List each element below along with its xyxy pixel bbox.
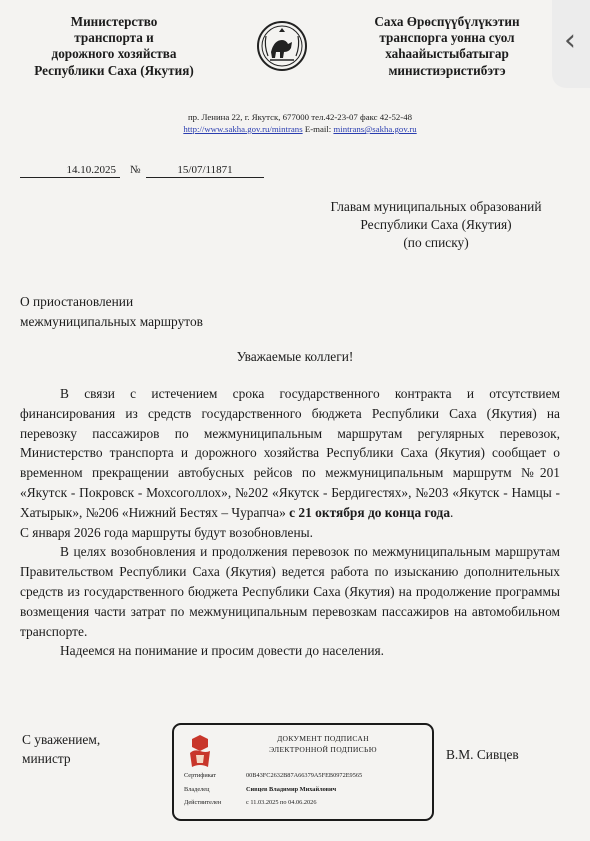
owner-label: Владелец bbox=[184, 785, 210, 793]
sakha-emblem-icon bbox=[256, 18, 308, 74]
ministry-name-russian bbox=[6, 14, 222, 79]
validity-row bbox=[184, 796, 430, 810]
closing-block bbox=[22, 730, 100, 768]
body-paragraph bbox=[20, 384, 560, 523]
contact-block bbox=[120, 111, 480, 135]
ministry-name-line: хаhаайыстыбатыгар bbox=[385, 46, 509, 62]
body-paragraph: С января 2026 года маршруты будут возобновлены. bbox=[20, 524, 313, 540]
salutation: Уважаемые коллеги! bbox=[236, 349, 354, 364]
letter-number: 15/07/11871 bbox=[146, 163, 264, 178]
emblem-logo-icon bbox=[186, 733, 214, 771]
letter-subject bbox=[20, 292, 203, 332]
validity-value: с 11.03.2025 по 04.06.2026 bbox=[246, 799, 317, 806]
body-paragraph: Надеемся на понимание и просим довести до населения. bbox=[60, 643, 384, 659]
stamp-details bbox=[184, 769, 430, 810]
email-link[interactable]: mintrans@sakha.gov.ru bbox=[333, 124, 417, 134]
paragraph-text: В связи с истечением срока государственного контракта и отсутствием финансирования из средств государственного бюджета Республики Саха (Якутия) на перевозку пассажиров по межмуниципальным маршрутам регулярных перевозок, Министерство транспорта и дорожного хозяйства Республики Саха (Якутия) сообщает о временном прекращении автобусных рейсов по межмуниципальным маршрутм №201 «Якутск - Покровск - Мохсоголлох», №202 «Якутск - Бердигестях», №203 «Якутск - Намцы - Хатырык», №206 «Нижний Бестях – Чурапча» bbox=[20, 386, 560, 520]
certificate-value: 00B43FC2632B87A66379A5FEB0972E9565 bbox=[246, 772, 363, 779]
addressee-line: Главам муниципальных образований bbox=[330, 199, 542, 214]
ministry-name-line: Республики Саха (Якутия) bbox=[34, 62, 194, 78]
addressee-line: (по списку) bbox=[403, 235, 469, 250]
body-paragraph: В целях возобновления и продолжения перевозок по межмуниципальным маршрутам Правительством Республики Саха (Якутия) ведется работа по изысканию дополнительных средств из государственного бюджета Республики Саха (Якутия) на продолжение программы возмещения части затрат по межмуниципальным перевозкам пассажиров на автомобильном транспорте. bbox=[20, 544, 560, 639]
web-contacts bbox=[120, 123, 480, 135]
letter-body bbox=[20, 384, 560, 661]
ministry-name-line: министиэристибэтэ bbox=[388, 62, 506, 78]
postal-address: пр. Ленина 22, г. Якутск, 677000 тел.42-23-07 факс 42-52-48 bbox=[187, 112, 413, 122]
stamp-title-line: ЭЛЕКТРОННОЙ ПОДПИСЬЮ bbox=[269, 745, 377, 754]
ministry-name-line: дорожного хозяйства bbox=[51, 46, 177, 62]
certificate-label: Сертификат bbox=[184, 772, 217, 779]
paragraph-end: . bbox=[450, 504, 454, 520]
website-link[interactable]: http://www.sakha.gov.ru/mintrans bbox=[183, 124, 303, 134]
email-label: E-mail: bbox=[304, 124, 332, 134]
closing-line: С уважением, bbox=[22, 732, 101, 747]
ministry-name-line: Министерство bbox=[70, 14, 158, 29]
ministry-name-line: Саха Өрөспүүбүлүкэтин bbox=[374, 14, 520, 29]
signer-title: министр bbox=[22, 751, 71, 766]
validity-label: Действителен bbox=[184, 799, 222, 806]
electronic-signature-stamp bbox=[172, 723, 434, 821]
letter-date: 14.10.2025 bbox=[20, 163, 120, 178]
addressee-line: Республики Саха (Якутия) bbox=[360, 217, 512, 232]
highlighted-period: с 21 октября до конца года bbox=[289, 504, 451, 520]
chevron-left-icon[interactable]: ‹ bbox=[564, 23, 576, 58]
ministry-name-line: транспорга уонна суол bbox=[379, 30, 515, 46]
signer-name: В.М. Сивцев bbox=[446, 747, 519, 762]
stamp-title bbox=[214, 733, 432, 755]
owner-value: Сивцев Владимир Михайлович bbox=[246, 785, 337, 793]
certificate-row bbox=[184, 769, 430, 783]
number-sign: № bbox=[130, 164, 141, 176]
side-panel-tab[interactable] bbox=[552, 0, 590, 88]
subject-line: О приостановлении bbox=[20, 294, 134, 309]
stamp-title-line: ДОКУМЕНТ ПОДПИСАН bbox=[277, 734, 369, 743]
owner-row bbox=[184, 783, 430, 797]
ministry-name-yakut bbox=[336, 14, 558, 79]
ministry-name-line: транспорта и bbox=[74, 30, 154, 46]
addressee-block bbox=[300, 198, 572, 252]
subject-line: межмуниципальных маршрутов bbox=[20, 314, 203, 329]
